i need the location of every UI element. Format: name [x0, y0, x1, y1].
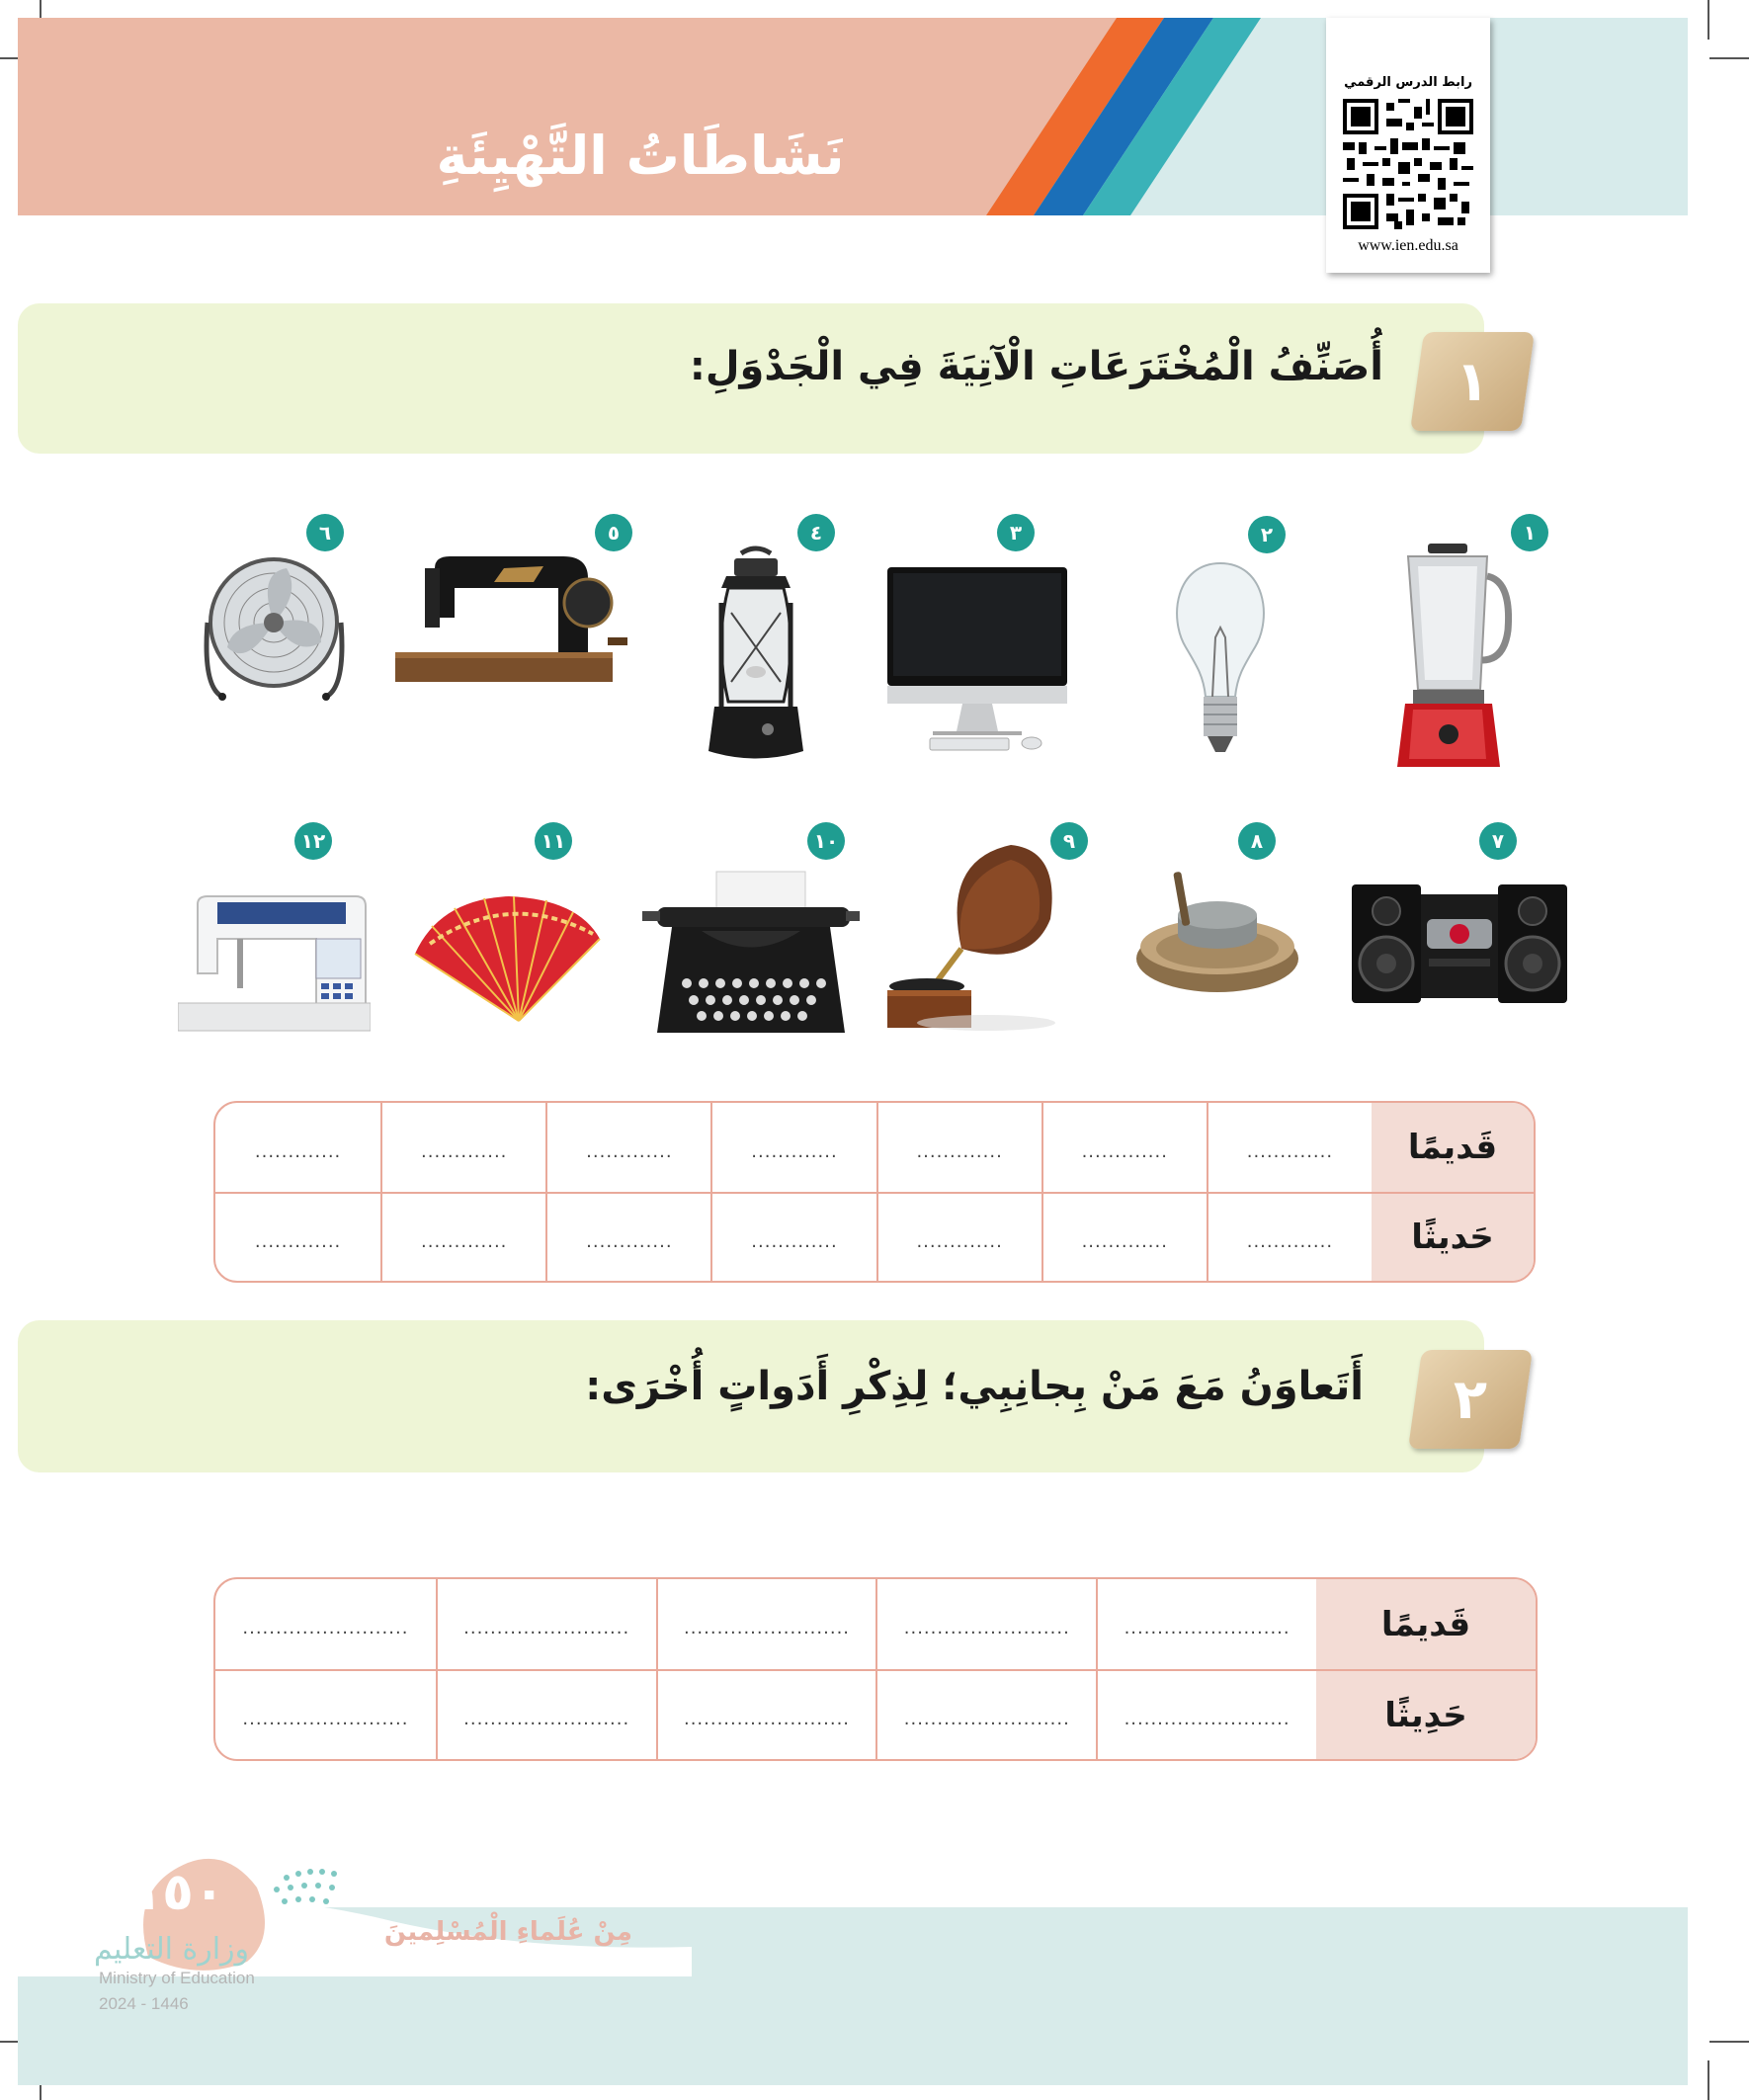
crop-mark [1709, 57, 1749, 59]
hand-fan-icon [410, 894, 603, 1028]
stone-mill-icon [1134, 870, 1300, 998]
table-cell[interactable]: ............. [545, 1103, 710, 1192]
table-cell[interactable]: ......................... [242, 1618, 409, 1638]
stereo-system-icon [1350, 880, 1569, 1008]
item-1-badge: ١ [1511, 514, 1548, 551]
row-header-new: حَديثًا [1372, 1192, 1534, 1281]
table-cell[interactable]: ......................... [1096, 1579, 1316, 1669]
table-cell[interactable]: ......................... [436, 1579, 656, 1669]
ministry-name-ar: وزارة التعليم [94, 1932, 250, 1967]
page-title: نَشَاطَاتُ التَّهْيِئَةِ [436, 125, 845, 187]
table-cell[interactable]: ......................... [875, 1579, 1096, 1669]
ministry-name-en: Ministry of Education [99, 1969, 255, 1987]
oil-lantern-icon [697, 544, 815, 766]
item-11-badge: ١١ [535, 822, 572, 860]
question-1-number [1410, 332, 1535, 431]
unit-title: مِنْ عُلَماءِ الْمُسْلِمينَ [383, 1917, 632, 1947]
gramophone-icon [882, 840, 1060, 1033]
table-cell[interactable]: ............. [380, 1103, 545, 1192]
computer-monitor-icon [885, 565, 1069, 753]
table-cell[interactable]: ......................... [436, 1669, 656, 1759]
table-cell[interactable]: ............. [1041, 1103, 1207, 1192]
table-cell[interactable]: ......................... [1096, 1669, 1316, 1759]
table-cell[interactable]: ............. [876, 1192, 1041, 1281]
table-cell[interactable]: ............. [380, 1192, 545, 1281]
edition-year: 2024 - 1446 [99, 1994, 189, 2013]
page-number: ١٥٠ [130, 1863, 225, 1922]
qr-card[interactable] [1326, 18, 1490, 273]
old-sewing-machine-icon [395, 548, 627, 687]
classification-table [213, 1101, 1536, 1283]
row-header-old: قَديمًا [1372, 1103, 1534, 1192]
lesson-url[interactable]: www.ien.edu.sa [1358, 237, 1458, 254]
table-cell[interactable]: ......................... [656, 1579, 876, 1669]
blender-icon [1383, 542, 1512, 771]
typewriter-icon [642, 870, 862, 1043]
item-7-badge: ٧ [1479, 822, 1517, 860]
light-bulb-icon [1166, 558, 1275, 766]
table-cell[interactable]: ............. [1041, 1192, 1207, 1281]
table-cell[interactable]: ............. [545, 1192, 710, 1281]
question-1-number-text: ١ [1455, 349, 1490, 414]
qr-label: رابط الدرس الرقمي [1344, 75, 1472, 90]
modern-sewing-machine-icon [178, 894, 371, 1033]
crop-mark [1709, 2041, 1749, 2043]
electric-fan-icon [198, 553, 351, 702]
table-cell[interactable]: ............. [215, 1192, 380, 1281]
question-1-text: أُصَنِّفُ الْمُخْتَرَعَاتِ الْآتِيَةَ فِي الْجَدْوَلِ: [689, 344, 1383, 389]
item-4-badge: ٤ [797, 514, 835, 551]
qr-code-icon[interactable] [1343, 99, 1473, 229]
item-8-badge: ٨ [1238, 822, 1276, 860]
table-cell[interactable]: ......................... [656, 1669, 876, 1759]
other-tools-table [213, 1577, 1538, 1761]
item-10-badge: ١٠ [807, 822, 845, 860]
table-cell[interactable]: ............. [710, 1192, 875, 1281]
question-2-text: أَتَعاوَنُ مَعَ مَنْ بِجانِبِي؛ لِذِكْرِ أَدَواتٍ أُخْرَى: [585, 1364, 1364, 1409]
table-cell[interactable]: ............. [1207, 1103, 1372, 1192]
item-2-badge: ٢ [1248, 516, 1286, 553]
question-2-number [1408, 1350, 1533, 1449]
item-6-badge: ٦ [306, 514, 344, 551]
question-2-number-text: ٢ [1453, 1367, 1488, 1432]
crop-mark [1707, 0, 1709, 40]
table-cell[interactable]: ............. [876, 1103, 1041, 1192]
table-cell[interactable]: ......................... [215, 1669, 436, 1759]
item-3-badge: ٣ [997, 514, 1035, 551]
row-header-old: قَديمًا [1316, 1579, 1536, 1669]
table-cell[interactable]: ............. [710, 1103, 875, 1192]
item-12-badge: ١٢ [294, 822, 332, 860]
row-header-new: حَدِيثًا [1316, 1669, 1536, 1759]
crop-mark [1707, 2060, 1709, 2100]
item-5-badge: ٥ [595, 514, 632, 551]
table-cell[interactable]: ......................... [875, 1669, 1096, 1759]
table-cell[interactable]: ............. [254, 1140, 342, 1162]
table-cell[interactable]: ............. [1207, 1192, 1372, 1281]
item-9-badge: ٩ [1050, 822, 1088, 860]
